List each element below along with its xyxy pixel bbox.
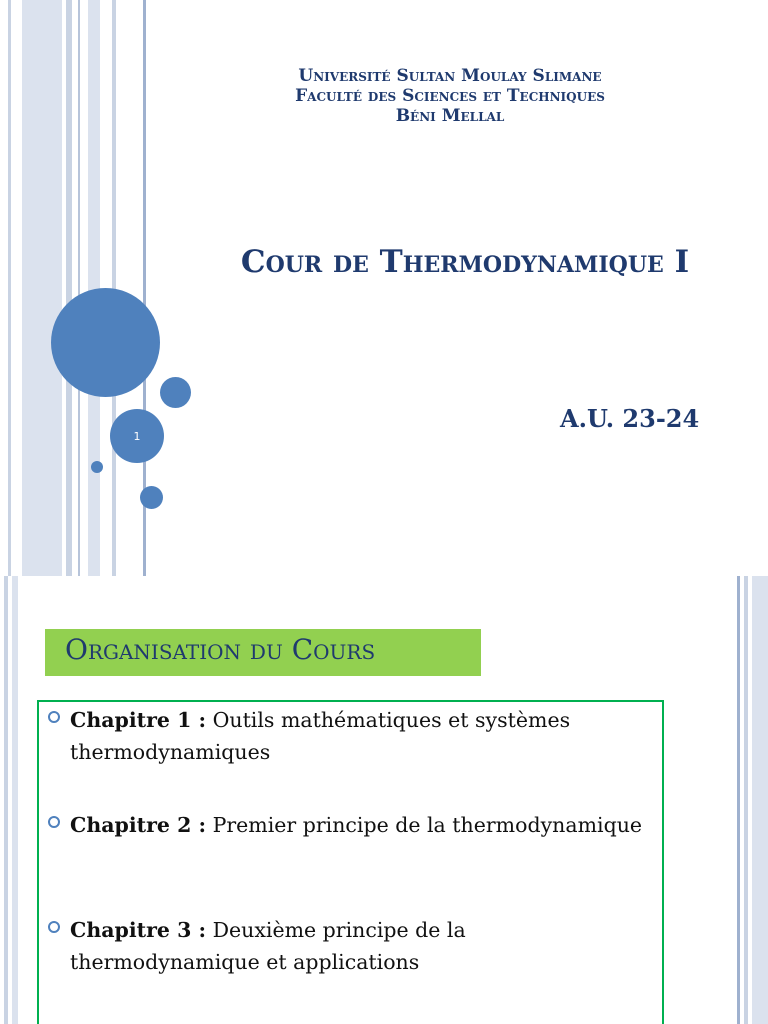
academic-year: A.U. 23-24 [560,404,700,433]
list-item [48,914,658,978]
chapter-label: Chapitre 2 : [70,813,207,837]
decorative-circle-small [160,377,191,408]
slide-number-badge [110,409,164,463]
city-name: Béni Mellal [395,106,505,126]
bullet-circle-icon [48,921,60,933]
decorative-circle-large [51,288,160,397]
list-item [48,704,658,768]
list-item [48,809,658,841]
institution-header [195,66,705,126]
chapter-description: Outils mathématiques et systèmes thermodynamiques [70,708,571,764]
chapter-label: Chapitre 1 : [70,708,207,732]
slide-number: 1 [133,429,141,443]
course-title: Cour de Thermodynamique I [240,244,690,280]
slide-2 [0,576,768,1024]
bullet-circle-icon [48,711,60,723]
chapter-description: Premier principe de la thermodynamique [206,813,643,837]
slide-title: Organisation du Cours [65,633,376,666]
chapter-description: Deuxième principe de la thermodynamique et applications [70,918,466,974]
decorative-circle-dot [91,461,103,473]
university-name: Université Sultan Moulay Slimane [298,66,602,86]
chapter-label: Chapitre 3 : [70,918,207,942]
bullet-circle-icon [48,816,60,828]
faculty-name: Faculté des Sciences et Techniques [295,86,605,106]
decorative-circle-tiny [140,486,163,509]
decorative-stripes [0,0,150,576]
